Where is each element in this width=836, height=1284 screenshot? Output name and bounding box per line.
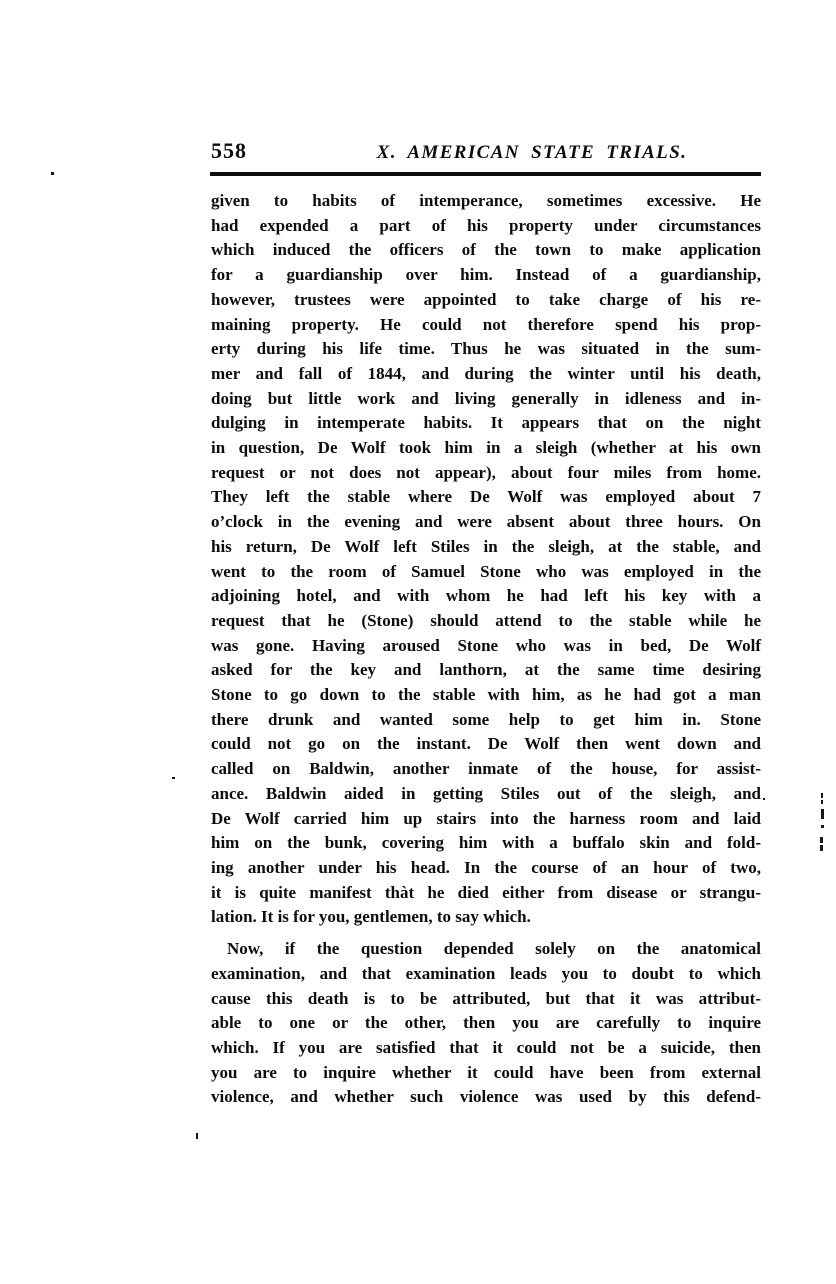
paragraph [211, 937, 761, 1110]
scan-speck [820, 845, 823, 851]
text-line: request or not does not appear), about four miles from home. [211, 462, 761, 482]
text-line: doing but little work and living generally in idleness and in- [211, 388, 761, 408]
scan-speck [763, 798, 765, 800]
text-line: Now, if the question depended solely on the anatomical [227, 939, 761, 959]
scan-speck [820, 837, 823, 843]
text-line: there drunk and wanted some help to get him in. Stone [211, 709, 761, 729]
text-line: asked for the key and lanthorn, at the same time desiring [211, 660, 761, 680]
text-line: adjoining hotel, and with whom he had left his key with a [211, 586, 761, 606]
text-line: in question, De Wolf took him in a sleigh (whether at his own [211, 438, 761, 458]
page-number: 558 [211, 138, 247, 163]
scan-speck [821, 793, 823, 798]
body-text [211, 189, 761, 1110]
paragraph [211, 189, 761, 930]
text-line: had expended a part of his property under circumstances [211, 215, 761, 235]
text-line: maining property. He could not therefore spend his prop- [211, 314, 761, 334]
text-line: given to habits of intemperance, sometimes excessive. He [211, 191, 761, 210]
text-line: violence, and whether such violence was used by this defend- [211, 1087, 761, 1107]
header-rule [210, 172, 761, 176]
scan-speck [821, 809, 824, 819]
text-line: his return, De Wolf left Stiles in the sleigh, at the stable, and [211, 536, 761, 556]
scan-speck [821, 825, 824, 828]
scan-speck [172, 777, 175, 779]
text-line: which induced the officers of the town to make application [211, 240, 761, 260]
text-line: They left the stable where De Wolf was employed about 7 [211, 487, 761, 507]
text-line: ing another under his head. In the course of an hour of two, [211, 857, 761, 877]
text-line: could not go on the instant. De Wolf then went down and [211, 734, 761, 754]
scan-speck [821, 800, 823, 804]
text-line: was gone. Having aroused Stone who was in bed, De Wolf [211, 635, 761, 655]
text-line: for a guardianship over him. Instead of a guardianship, [211, 265, 761, 285]
running-title: X. AMERICAN STATE TRIALS. [376, 142, 688, 163]
text-line: dulging in intemperate habits. It appears that on the night [211, 413, 761, 433]
text-line: mer and fall of 1844, and during the winter until his death, [211, 363, 761, 383]
text-line: called on Baldwin, another inmate of the house, for assist- [211, 759, 761, 779]
text-line: lation. It is for you, gentlemen, to say which. [211, 907, 531, 927]
scan-speck [51, 172, 54, 175]
text-line: it is quite manifest thàt he died either from disease or strangu- [211, 882, 761, 902]
scan-speck [196, 1133, 198, 1139]
text-line: request that he (Stone) should attend to the stable while he [211, 610, 761, 630]
text-line: erty during his life time. Thus he was situated in the sum- [211, 339, 761, 359]
page-header [211, 138, 761, 164]
text-line: ance. Baldwin aided in getting Stiles out of the sleigh, and [211, 783, 761, 803]
text-line: Stone to go down to the stable with him, as he had got a man [211, 685, 761, 705]
text-line: able to one or the other, then you are carefully to inquire [211, 1013, 761, 1033]
text-line: went to the room of Samuel Stone who was employed in the [211, 561, 761, 581]
text-line: o’clock in the evening and were absent about three hours. On [211, 512, 761, 532]
text-line: examination, and that examination leads you to doubt to which [211, 963, 761, 983]
text-line: him on the bunk, covering him with a buffalo skin and fold- [211, 833, 761, 853]
text-line: however, trustees were appointed to take charge of his re- [211, 289, 761, 309]
text-line: which. If you are satisfied that it could not be a suicide, then [211, 1037, 761, 1057]
text-line: De Wolf carried him up stairs into the harness room and laid [211, 808, 761, 828]
text-line: you are to inquire whether it could have been from external [211, 1062, 761, 1082]
text-line: cause this death is to be attributed, but that it was attribut- [211, 988, 761, 1008]
